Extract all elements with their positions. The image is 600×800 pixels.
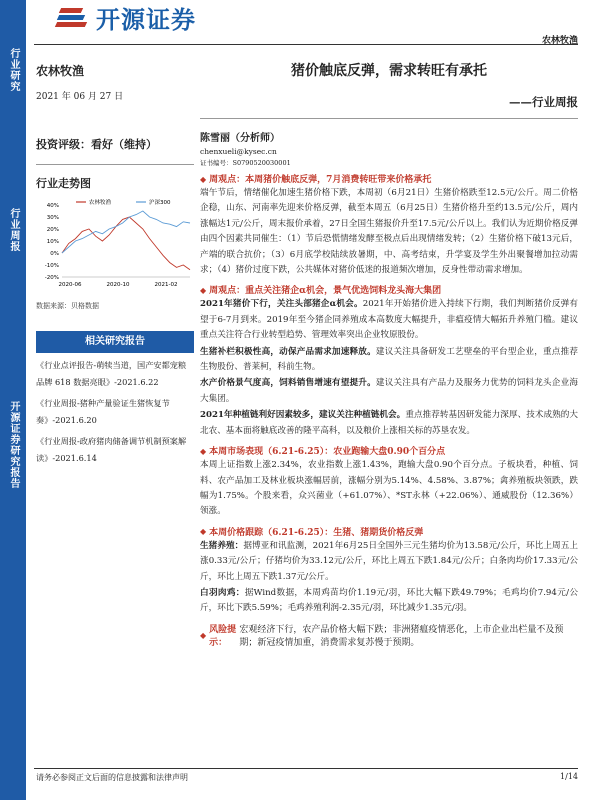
legend-label: 农林牧渔	[89, 200, 112, 206]
analyst-email[interactable]: chenxueli@kysec.cn	[200, 147, 277, 156]
section-heading-text: 风险提示：	[209, 624, 237, 648]
paragraph-lead: 2021年猪价下行，关注头部猪企α机会。	[200, 299, 363, 310]
paragraph	[200, 408, 578, 439]
paragraph	[200, 297, 578, 343]
report-date: 2021 年 06 月 27 日	[36, 92, 124, 102]
paragraph-body: 建议关注具备研发工艺壁垒的平台型企业，重点推荐生物股份、普莱柯，科前生物。	[200, 346, 578, 373]
legend-label: 沪深300	[149, 200, 171, 206]
section-heading	[200, 444, 578, 457]
header-rule	[34, 44, 578, 45]
bullet-icon: ◆	[200, 445, 207, 456]
risk-text: 宏观经济下行，农产品价格大幅下跌；非洲猪瘟疫情恶化，上市企业出栏量不及预期；新冠疫情加重，消费需求复苏慢于预期。	[239, 624, 564, 648]
logo-text: 开源证券	[96, 6, 196, 34]
chart-source: 数据来源：贝格数据	[36, 302, 99, 310]
y-tick-label: 0%	[50, 251, 59, 257]
bullet-icon: ◆	[200, 284, 207, 295]
section-heading-text: 本周市场表现（6.21-6.25）：农业跑输大盘0.90个百分点	[209, 447, 446, 458]
sidebar-label-report: 开源证券研究报告	[8, 401, 19, 489]
footer-disclaimer: 请务必参阅正文后面的信息披露和法律声明	[36, 773, 188, 782]
related-report-item[interactable]: 《行业周报-政府猪肉储备调节机制预案解读》-2021.6.14	[36, 436, 187, 463]
related-report-item[interactable]: 《行业点评报告-萌犊当道，国产安都宠粮品牌 618 数据亮眼》-2021.6.22	[36, 360, 187, 387]
industry-name: 农林牧渔	[36, 64, 85, 78]
x-tick-label: 2020-06	[58, 282, 82, 288]
paragraph-lead: 白羽肉鸡：	[200, 587, 245, 598]
main-column	[200, 52, 578, 648]
section-heading-text: 周观点：本周猪价触底反弹，7月消费转旺带来价格承托	[209, 175, 432, 185]
x-tick-label: 2020-10	[106, 282, 130, 288]
paragraph-lead: 生猪养殖：	[200, 540, 244, 551]
sidebar-label-weekly: 行业周报	[8, 208, 19, 252]
y-tick-label: -10%	[44, 263, 59, 269]
paragraph: 本周上证指数上涨2.34%，农业指数上涨1.43%，跑输大盘0.90个百分点。子板块看，种植、饲料、农产品加工及林业板块涨幅居前，涨幅分别为5.14%、4.58%、3.87%；禽养殖板块领跌，跌幅为1.75%。个股来看，众兴菌业（+61.07%）、*ST永林（+22.06%）、通威股份（12.36%）领涨。	[200, 460, 578, 517]
sidebar-label-research: 行业研究	[8, 48, 19, 92]
analyst-name: 陈雪丽（分析师）	[200, 133, 280, 144]
bullet-icon: ◆	[200, 526, 207, 537]
related-reports-header: 相关研究报告	[36, 331, 194, 353]
paragraph-lead: 生猪补栏积极性高，动保产品需求加速释放。	[200, 346, 376, 357]
left-sidebar	[0, 0, 26, 800]
paragraph-body: 据Wind数据，本周鸡苗均价1.19元/羽，环比大幅下跌49.79%；毛鸡均价7.94元/公斤，环比下跌5.59%；毛鸡养殖利润-2.35元/羽，环比减少1.35元/羽。	[200, 587, 578, 614]
investment-rating: 投资评级：看好（维持）	[36, 138, 157, 151]
footer-rule	[34, 768, 578, 769]
section-heading-text: 周观点：重点关注猪企α机会，景气优选饲料龙头海大集团	[209, 286, 442, 297]
trend-title: 行业走势图	[36, 164, 194, 191]
y-tick-label: 40%	[46, 203, 59, 209]
paragraph: 端午节后，情绪催化加速生猪价格下跌，本周初（6月21日）生猪价格跌至12.5元/公斤。周二价格企稳，山东、河南率先迎来价格反弹，截至本周五（6月25日）生猪价格升至约13.5元/公斤，周内涨幅达1元/公斤，周末报价承着，27日全国生猪报价升至17.5元/公斤以上。我们认为近期价格反弹由四个因素共同催生：（1）节后恐慌情绪发酵至极点后出现情绪发转；（2）生猪价格下破13元后，产端的联合抗价；（3）6月底学校陆续放暑期，中、高考结束，升学宴及学生外出聚餐增加拉动需求；（4）猪价过度下跌，公共媒体对猪价低迷的报道频次增加，反身性带动需求增加。	[200, 188, 578, 276]
paragraph	[200, 376, 578, 407]
section-heading	[200, 525, 578, 538]
left-column	[36, 52, 194, 467]
section-heading-text: 本周价格跟踪（6.21-6.25）：生猪、猪期货价格反弹	[209, 527, 424, 538]
page-number: 1/14	[560, 772, 578, 781]
trend-chart-svg	[36, 197, 194, 297]
paragraph-body: 2021年开始猪价进入持续下行期，我们判断猪价反弹有望于6-7月到来。2019年至今猪企同养殖成本高数度大幅提升，非瘟疫情大幅拓升养殖门槛。建议重点关注符合行业转型趋势、管理效率突出企业牧原股份。	[200, 299, 578, 341]
report-title: 猪价触底反弹，需求转旺有承托	[291, 63, 487, 79]
paragraph-body: 据博亚和讯监测，2021年6月25日全国外三元生猪均价为13.58元/公斤，环比上周五上涨0.33元/公斤；仔猪均价为33.12元/公斤，环比上周五下跌1.84元/公斤；白条肉均价17.33元/公斤，环比上周五下跌1.37元/公斤。	[200, 540, 578, 582]
y-tick-label: 10%	[46, 239, 59, 245]
paragraph-body: 重点推荐转基因研发能力深厚、技术成熟的大北农、基本面将触底改善的隆平高科，以及粮价上涨相关标的苏垦农发。	[200, 410, 578, 436]
bullet-icon: ◆	[200, 173, 207, 184]
related-report-item[interactable]: 《行业周报-猪种产量验证生猪恢复节奏》-2021.6.20	[36, 398, 170, 425]
y-tick-label: 20%	[46, 227, 59, 233]
section-heading	[200, 622, 578, 648]
x-tick-label: 2021-02	[154, 282, 178, 288]
report-type: ——行业周报	[509, 95, 578, 109]
paragraph	[200, 539, 578, 585]
paragraph	[200, 345, 578, 376]
analyst-cert: 证书编号：S0790520030001	[200, 159, 291, 167]
trend-chart	[36, 197, 194, 297]
logo-mark-icon	[56, 6, 90, 30]
y-tick-label: -20%	[44, 275, 59, 281]
paragraph	[200, 586, 578, 617]
analyst-divider	[200, 118, 578, 119]
section-heading	[200, 283, 578, 296]
logo	[56, 0, 196, 35]
header-industry: 农林牧渔	[541, 36, 578, 46]
bullet-icon: ◆	[200, 629, 207, 640]
paragraph-lead: 水产价格景气度高，饲料销售增速有望提升。	[200, 378, 376, 389]
section-heading	[200, 172, 578, 185]
paragraph-body: 建议关注具有产品力及服务力优势的饲料龙头企业海大集团。	[200, 378, 578, 404]
y-tick-label: 30%	[46, 215, 59, 221]
paragraph-lead: 2021年种植链利好因素较多，建议关注种植链机会。	[200, 410, 406, 421]
